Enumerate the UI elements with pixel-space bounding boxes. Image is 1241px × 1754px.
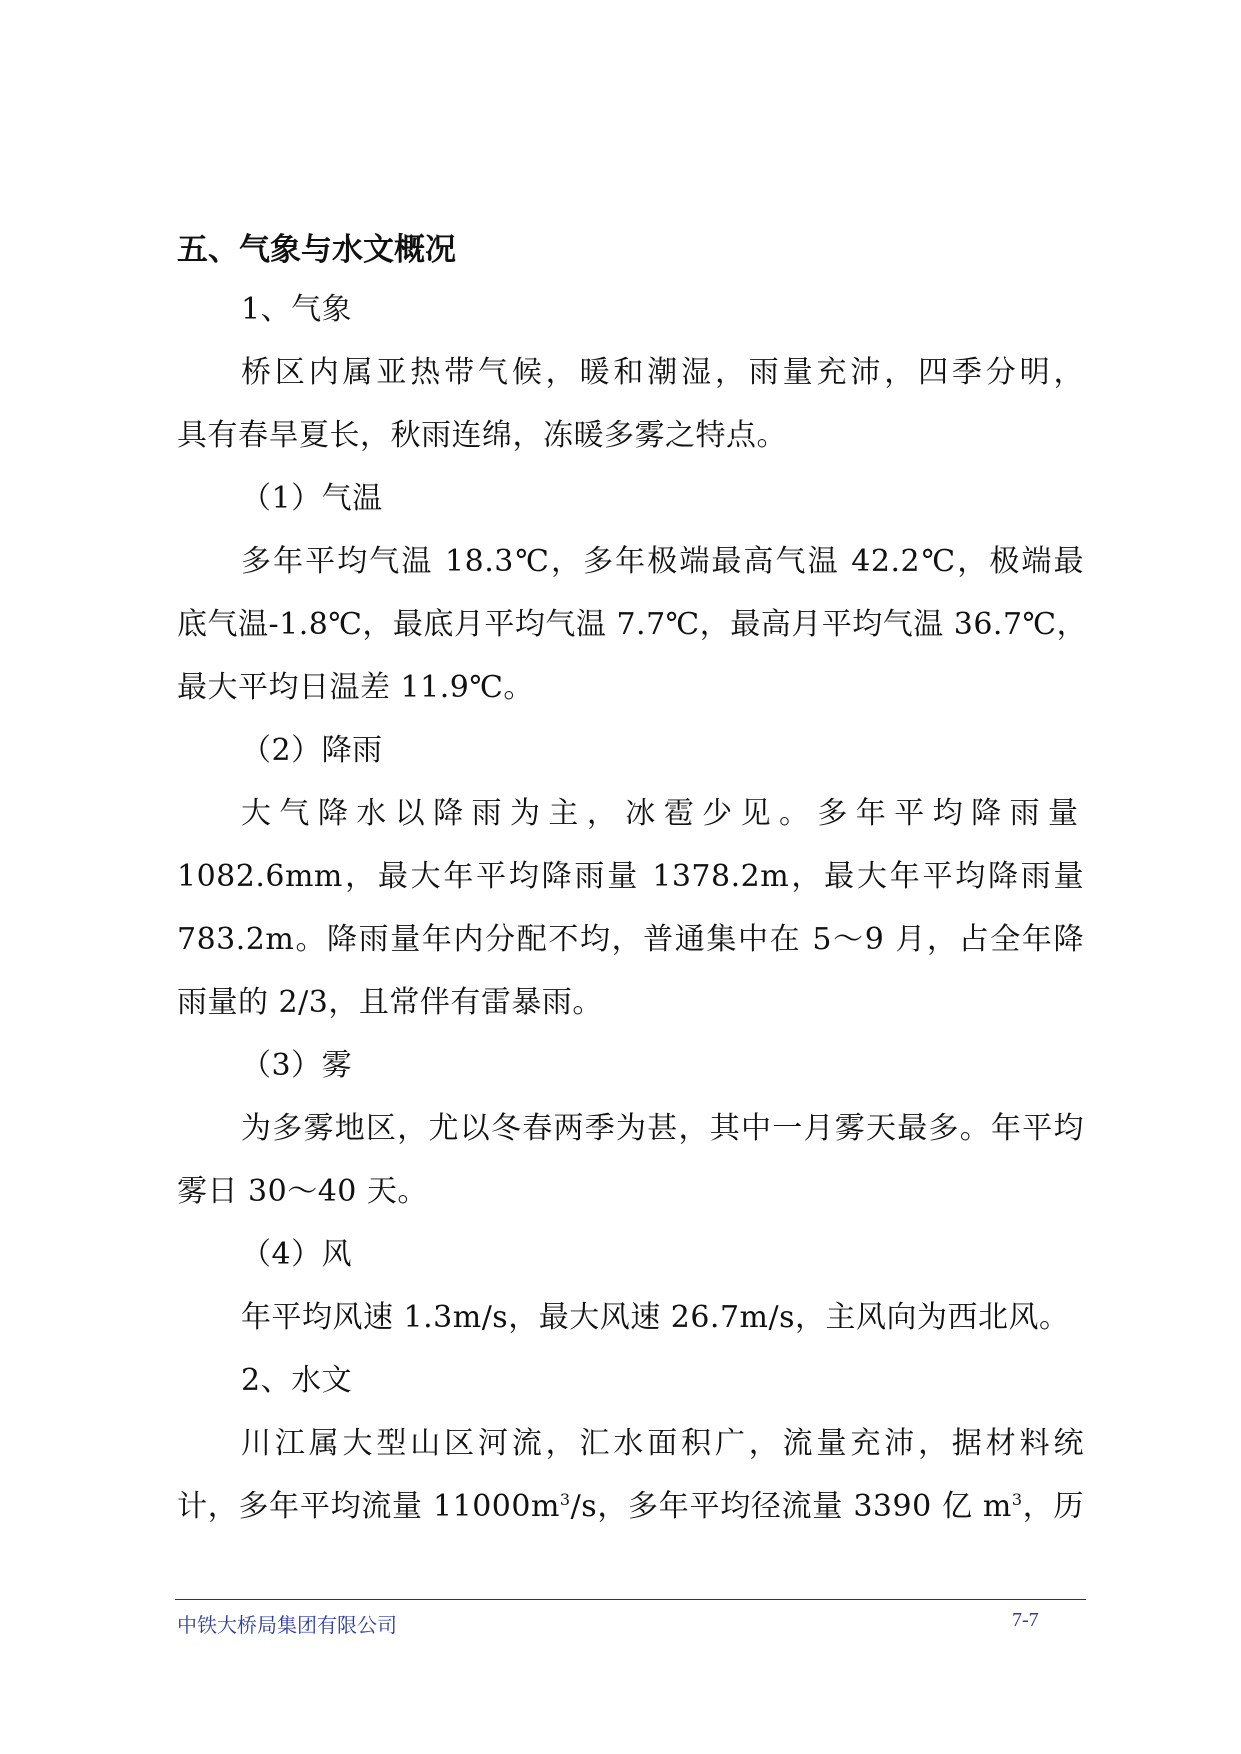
- hydrology-line-2: [177, 1475, 1084, 1538]
- hydrology-line-1: 川江属大型山区河流，汇水面积广，流量充沛，据材料统: [241, 1426, 1084, 1461]
- document-body: [177, 222, 1088, 1538]
- temperature-line-1: 多年平均气温 18.3℃，多年极端最高气温 42.2℃，极端最: [241, 544, 1084, 579]
- meteorology-heading: 1、气象: [241, 292, 353, 327]
- temperature-line-2: 底气温-1.8℃，最底月平均气温 7.7℃，最高月平均气温 36.7℃，: [177, 607, 1088, 642]
- wind-line-1: 年平均风速 1.3m/s，最大风速 26.7m/s，主风向为西北风。: [241, 1300, 1070, 1335]
- meteorology-intro-line-1: 桥区内属亚热带气候，暖和潮湿，雨量充沛，四季分明，: [241, 355, 1084, 390]
- rainfall-line-4: 雨量的 2/3，且常伴有雷暴雨。: [177, 985, 603, 1020]
- footer-page-number: 7-7: [1012, 1609, 1039, 1631]
- superscript-3: 3: [559, 1490, 571, 1509]
- hydrology-line-2-part-3: ，历: [1022, 1489, 1085, 1524]
- wind-heading: （4）风: [241, 1237, 353, 1272]
- hydrology-heading: 2、水文: [241, 1363, 353, 1398]
- temperature-line-3: 最大平均日温差 11.9℃。: [177, 670, 534, 705]
- hydrology-line-2-part-1: 计，多年平均流量 11000m: [177, 1489, 560, 1524]
- fog-heading: （3）雾: [241, 1048, 353, 1083]
- meteorology-intro-line-2: 具有春旱夏长，秋雨连绵，冻暖多雾之特点。: [177, 418, 787, 453]
- superscript-3: 3: [1011, 1490, 1023, 1509]
- section-title: 五、气象与水文概况: [177, 232, 456, 268]
- footer-divider: [175, 1599, 1086, 1600]
- fog-line-2: 雾日 30～40 天。: [177, 1174, 428, 1209]
- rainfall-heading: （2）降雨: [241, 733, 383, 768]
- fog-line-1: 为多雾地区，尤以冬春两季为甚，其中一月雾天最多。年平均: [241, 1111, 1084, 1146]
- hydrology-line-2-part-2: /s，多年平均径流量 3390 亿 m: [570, 1489, 1012, 1524]
- temperature-heading: （1）气温: [241, 481, 383, 516]
- footer-company: 中铁大桥局集团有限公司: [177, 1613, 397, 1637]
- rainfall-line-2: 1082.6mm，最大年平均降雨量 1378.2m，最大年平均降雨量: [177, 859, 1084, 894]
- rainfall-line-3: 783.2m。降雨量年内分配不均，普通集中在 5～9 月，占全年降: [177, 922, 1084, 957]
- rainfall-line-1: 大气降水以降雨为主，冰雹少见。多年平均降雨量: [241, 796, 1084, 831]
